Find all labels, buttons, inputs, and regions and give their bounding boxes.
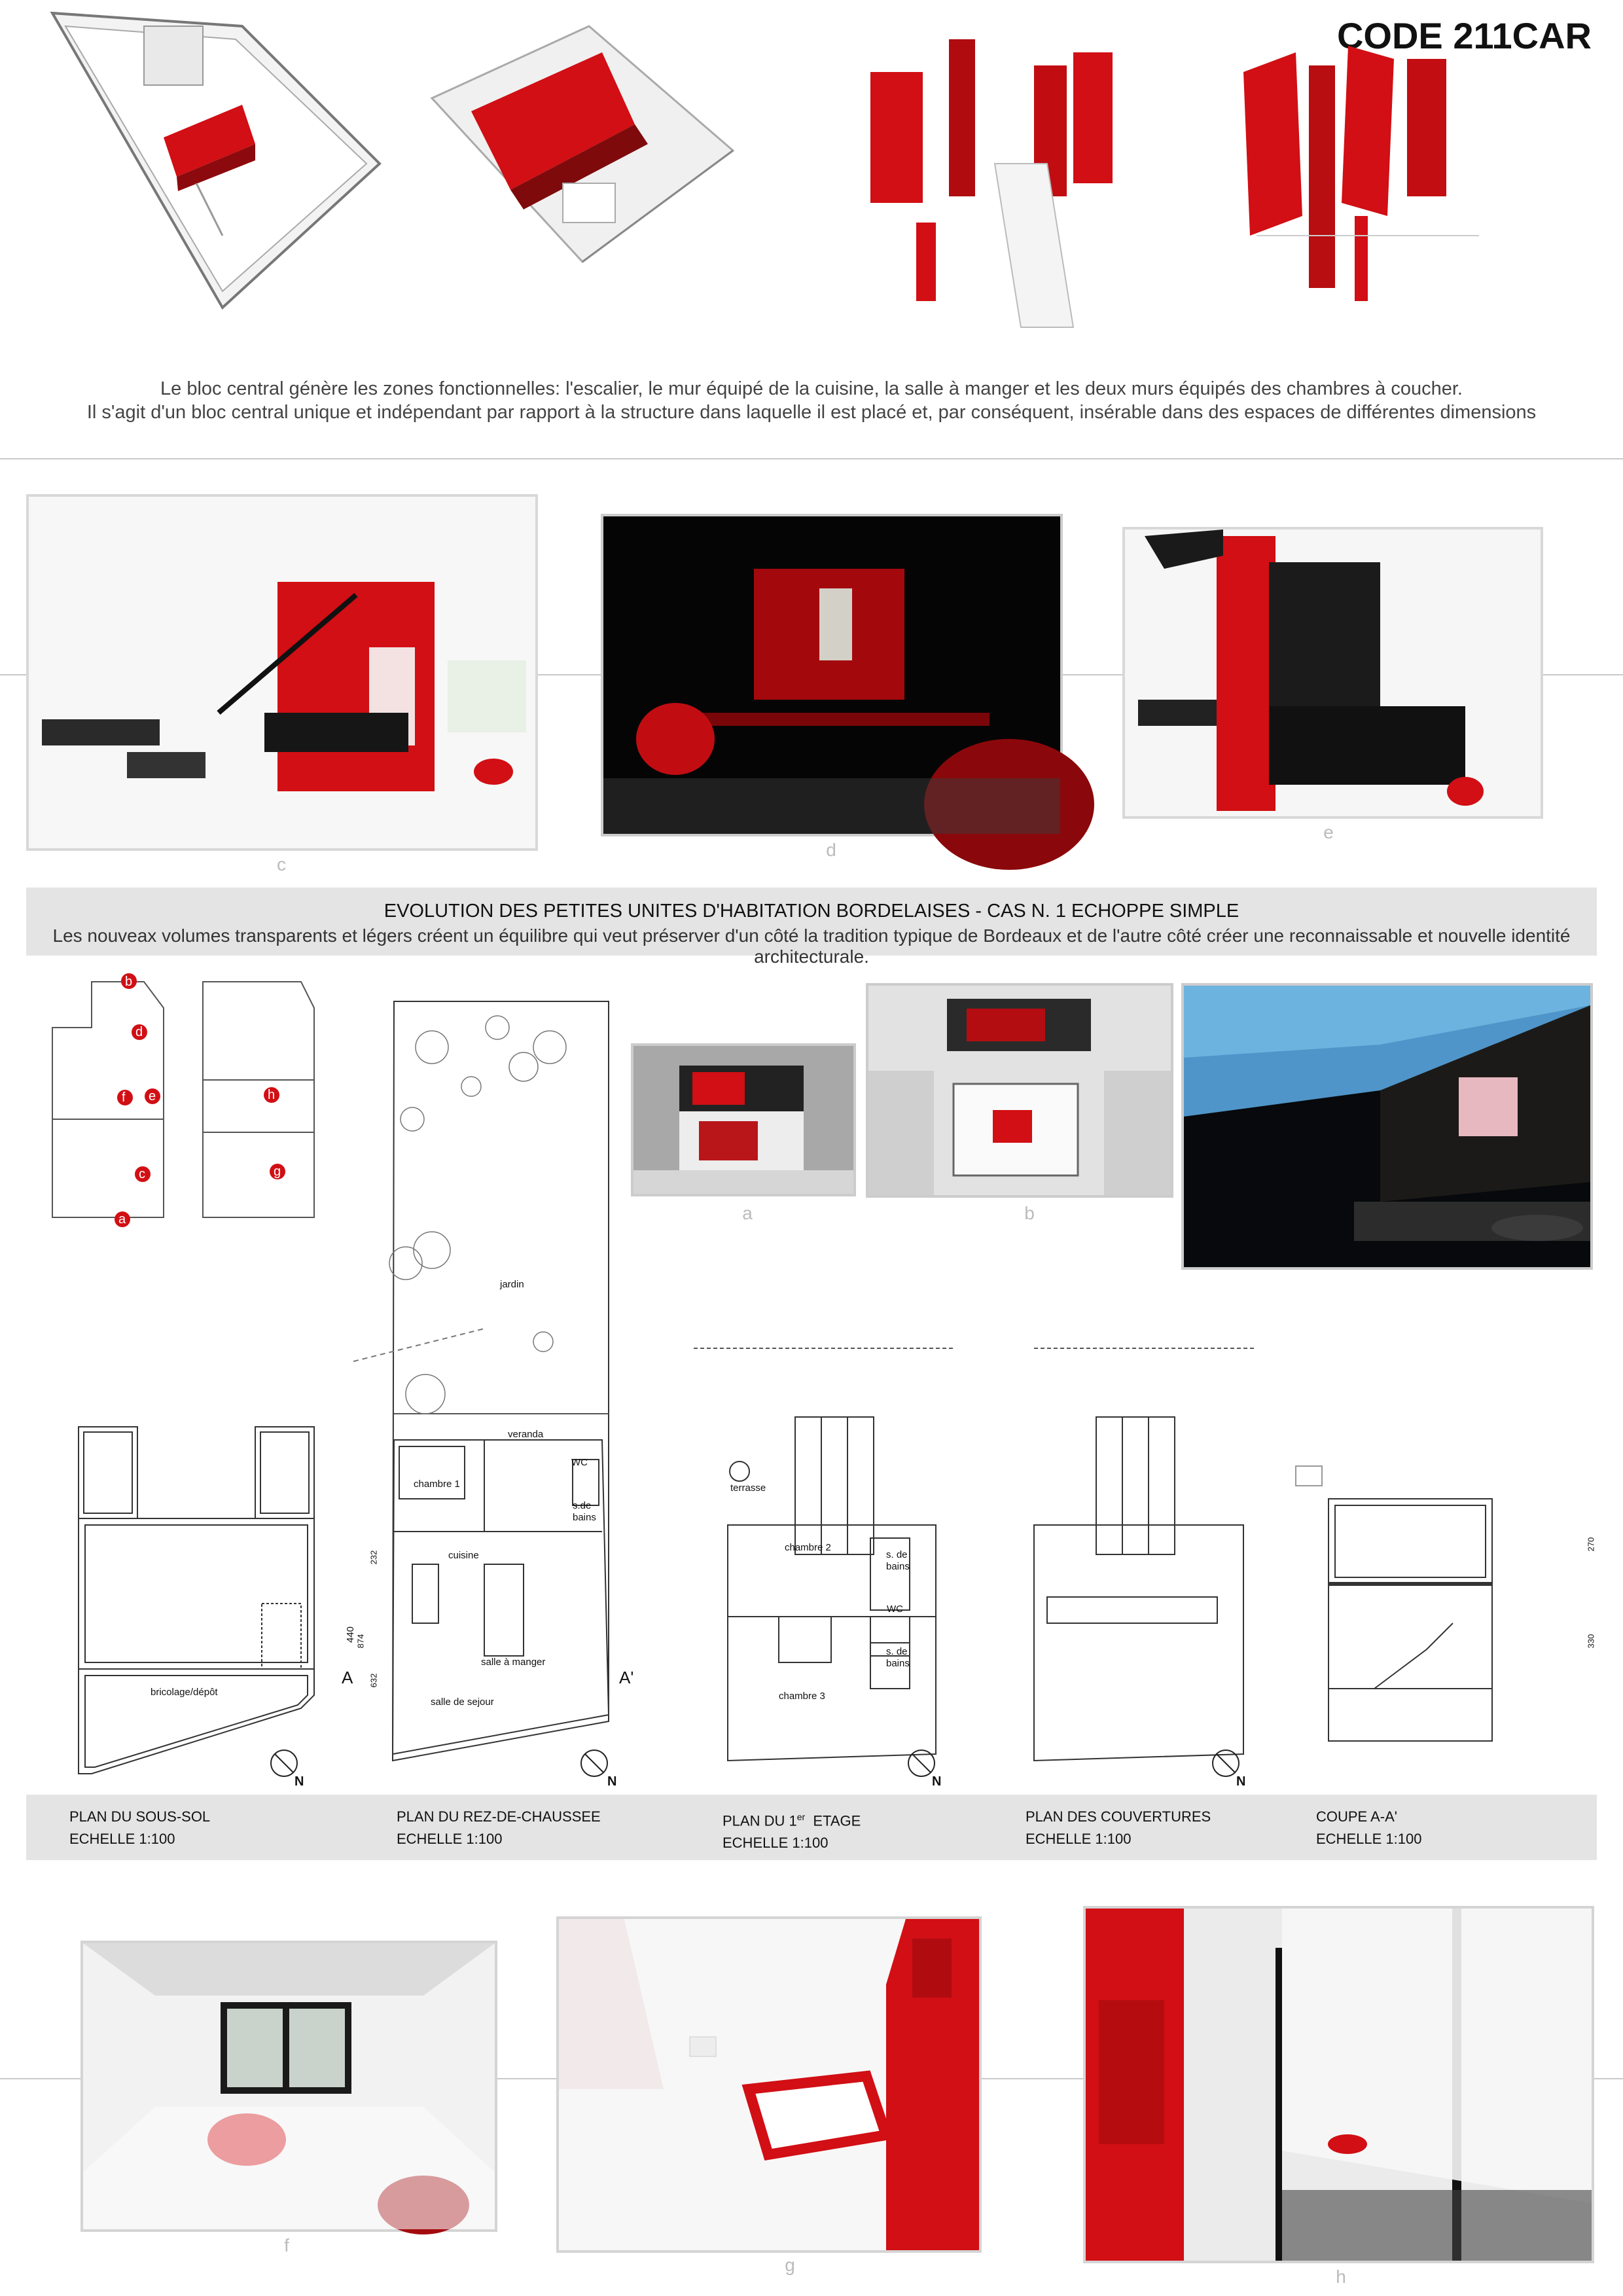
intro-text [0,377,1623,424]
label-bricolage: bricolage/dépôt [151,1687,218,1698]
caption-c: c [277,854,286,874]
dim-874: 874 [355,1634,366,1649]
label-jardin: jardin [500,1279,524,1290]
section-text: Les nouveax volumes transparents et légers créent un équilibre qui veut préserver d'un côté la tradition typique de Bordeaux et de l'autre côté créer une reconnaissable et nouvelle identité architecturale. [52,925,1571,967]
section-marker-a: A [342,1668,353,1687]
key-marker-h: h [268,1088,276,1102]
key-marker-e: e [149,1089,156,1103]
caption-ext-b: b [1024,1203,1035,1223]
label-chambre-3: chambre 3 [779,1691,825,1702]
north-arrow-3: N [932,1774,942,1789]
axonometric-render-3 [870,39,1113,327]
label-salle-de-sejour: salle de sejour [431,1696,494,1708]
caption-e: e [1323,822,1334,842]
label-terrasse: terrasse [730,1482,766,1494]
label-sdb-1: s.de [573,1500,592,1511]
caption-ext-a: a [742,1203,753,1223]
render-h [1083,1906,1594,2263]
label-sdb-1b: bains [886,1561,910,1572]
key-marker-b: b [125,975,133,989]
section-a-a [1283,1427,1597,1767]
north-arrow-2: N [607,1774,617,1789]
key-marker-g: g [274,1164,281,1179]
render-d [601,514,1063,836]
plan-label-first: PLAN DU 1er ETAGE ECHELLE 1:100 [722,1812,861,1852]
exterior-render-b [866,983,1173,1198]
label-sdb-1a: s. de [886,1549,908,1560]
axonometric-renders [26,0,1610,353]
plan-label-ground: PLAN DU REZ-DE-CHAUSSEE ECHELLE 1:100 [397,1808,601,1847]
divider [0,458,1623,459]
north-arrow-4: N [1236,1774,1246,1789]
render-c [26,494,538,851]
svg-text:440: 440 [345,1626,356,1643]
street-photo [1181,983,1593,1270]
label-sdb-2: bains [573,1512,596,1523]
label-veranda: veranda [508,1429,544,1440]
key-marker-a: a [118,1212,126,1227]
plan-basement [65,1420,327,1780]
label-wc: WC [571,1457,588,1468]
intro-line-1: Le bloc central génère les zones fonctionnelles: l'escalier, le mur équipé de la cuisine, la salle à manger et les deux murs équipés des chambres à coucher. [160,378,1463,399]
label-sdb-2b: bains [886,1658,910,1669]
axonometric-render-1 [52,13,380,308]
dim-232: 232 [368,1550,379,1565]
render-g [556,1916,982,2253]
render-e [1122,527,1543,819]
label-cuisine: cuisine [448,1550,479,1561]
axonometric-render-4 [1243,46,1479,301]
exterior-render-a [631,1043,856,1196]
label-chambre-2: chambre 2 [785,1542,831,1553]
dim-330: 330 [1586,1634,1596,1649]
plan-roof [1021,1342,1270,1774]
section-marker-a-prime: A' [619,1668,634,1687]
label-sdb-2a: s. de [886,1646,908,1657]
axonometric-render-2 [432,26,733,262]
plan-first-floor [681,1342,969,1774]
project-code: CODE 211CAR [1336,15,1592,56]
north-arrow-1: N [294,1774,304,1789]
caption-g: g [785,2255,795,2275]
render-f [80,1941,497,2232]
key-marker-c: c [139,1167,145,1181]
key-plans [39,969,340,1244]
compass-icons [268,1748,1250,1780]
key-marker-f: f [122,1090,126,1105]
caption-h: h [1336,2267,1346,2287]
dim-270: 270 [1586,1537,1596,1552]
plan-label-roof: PLAN DES COUVERTURES ECHELLE 1:100 [1026,1808,1211,1847]
plan-label-basement: PLAN DU SOUS-SOL ECHELLE 1:100 [69,1808,211,1847]
label-chambre-1: chambre 1 [414,1479,460,1490]
section-title: EVOLUTION DES PETITES UNITES D'HABITATION BORDELAISES - CAS N. 1 ECHOPPE SIMPLE [383,901,1240,922]
label-salle-a-manger: salle à manger [481,1657,546,1668]
label-wc-first: WC [887,1604,903,1615]
intro-line-2: Il s'agit d'un bloc central unique et indépendant par rapport à la structure dans laquelle il est placé et, par conséquent, insérable dans des espaces de différentes dimensions [86,402,1537,423]
key-marker-d: d [135,1025,143,1039]
plan-ground-floor [345,988,641,1800]
caption-f: f [284,2235,289,2255]
caption-d: d [826,840,836,860]
plan-label-section: COUPE A-A' ECHELLE 1:100 [1316,1808,1422,1847]
dim-632: 632 [368,1673,379,1688]
